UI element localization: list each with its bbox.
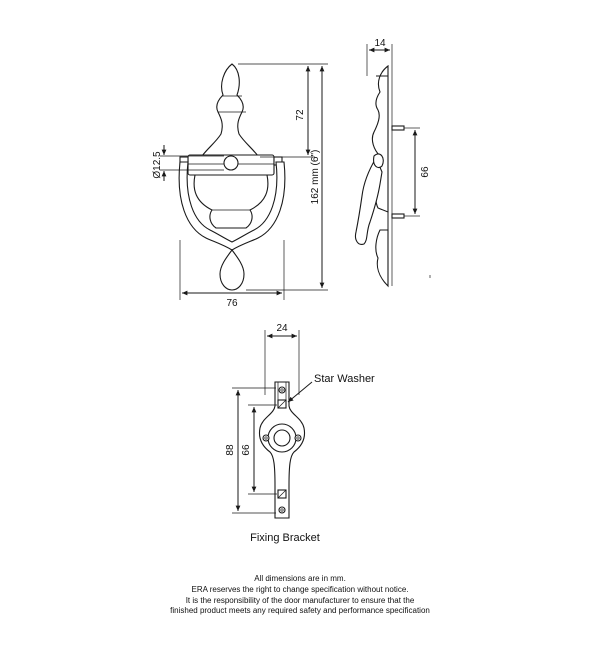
dim-front-width: 76: [226, 298, 238, 309]
dim-side-pitch: 66: [420, 166, 431, 178]
dim-front-upper: 72: [295, 109, 306, 121]
note-line: finished product meets any required safety and performance specification: [170, 606, 430, 615]
note-line: It is the responsibility of the door manufacturer to ensure that the: [185, 596, 415, 605]
dim-front-diameter: Ø12.5: [152, 151, 163, 179]
dim-bracket-width: 24: [276, 323, 288, 334]
note-line: All dimensions are in mm.: [254, 574, 346, 583]
notes-block: [170, 574, 430, 615]
note-line: ERA reserves the right to change specification without notice.: [191, 585, 409, 594]
dim-front-height: 162 mm (6"): [310, 149, 321, 205]
knocker-side-view: [355, 38, 431, 286]
fixing-bracket-view: [225, 323, 375, 544]
star-washer-label: Star Washer: [314, 373, 375, 385]
knocker-front-view: [152, 64, 328, 309]
dim-bracket-pitch: 66: [241, 444, 252, 456]
fixing-bracket-caption: Fixing Bracket: [250, 532, 320, 544]
dim-side-depth: 14: [374, 38, 386, 49]
dim-bracket-height: 88: [225, 444, 236, 456]
